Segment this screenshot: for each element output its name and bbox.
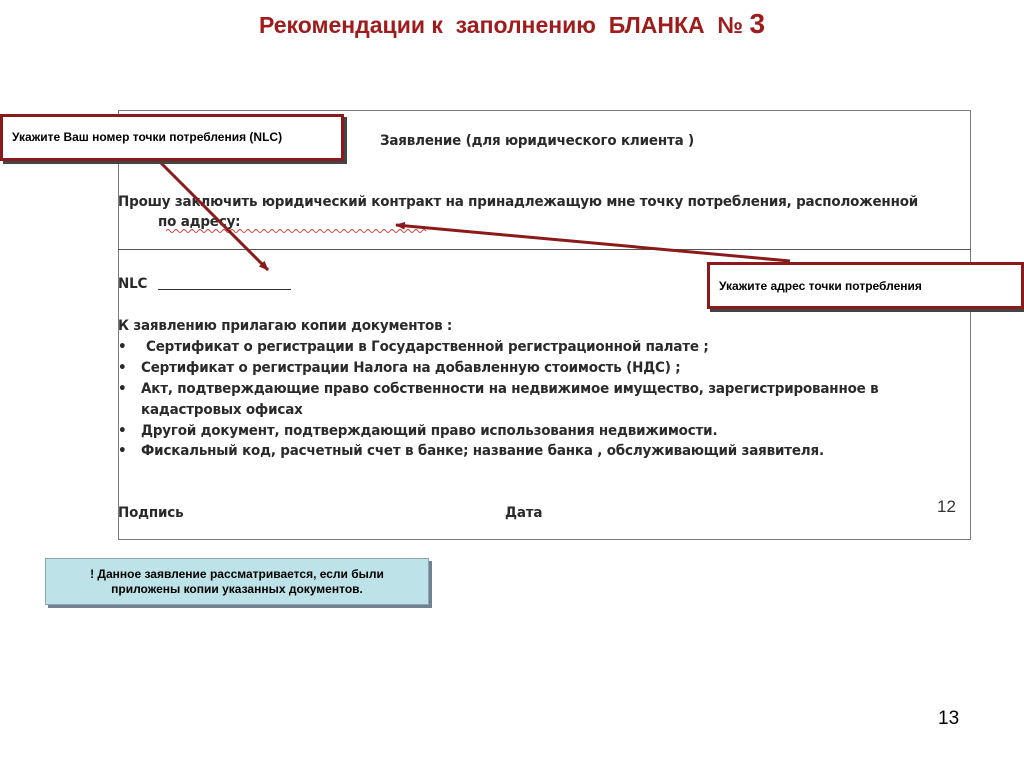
address-hint-text: Укажите адрес точки потребления (719, 279, 922, 293)
form-page-number: 12 (937, 497, 956, 516)
slide-title: Рекомендации к заполнению БЛАНКА № 3 (258, 8, 766, 39)
bullet: • (118, 423, 127, 439)
form-heading: Заявление (для юридического клиента ) (380, 133, 694, 149)
note-line-2: приложены копии указанных документов. (111, 582, 363, 596)
bullet: • (118, 443, 127, 459)
request-line-2: по адресу: (158, 214, 241, 230)
blank-number: 3 (749, 8, 766, 39)
nlc-hint-callout (0, 114, 344, 161)
document-item: Другой документ, подтверждающий право использования недвижимости. (141, 423, 718, 439)
address-hint-callout (707, 262, 1024, 309)
important-note (45, 558, 429, 605)
nlc-label: NLC (118, 276, 148, 292)
address-arrow (396, 225, 790, 261)
bullet: • (118, 339, 127, 355)
document-item-continuation: кадастровых офисах (141, 402, 303, 418)
document-item: Сертификат о регистрации в Государственной регистрационной палате ; (146, 339, 709, 355)
request-line-1: Прошу заключить юридический контракт на принадлежащую мне точку потребления, расположенной (118, 194, 919, 210)
bullet: • (118, 360, 127, 376)
bullet: • (118, 381, 127, 397)
slide-number: 13 (938, 708, 960, 729)
attachments-intro: К заявлению прилагаю копии документов : (118, 318, 453, 334)
document-item: Акт, подтверждающие право собственности на недвижимое имущество, зарегистрированное в (141, 381, 879, 397)
document-item: Фискальный код, расчетный счет в банке; название банка , обслуживающий заявителя. (141, 443, 824, 459)
note-line-1: ! Данное заявление рассматривается, если были (90, 567, 384, 581)
nlc-arrow (158, 160, 268, 270)
document-item: Сертификат о регистрации Налога на добавленную стоимость (НДС) ; (141, 360, 681, 376)
signature-label: Подпись (118, 505, 184, 521)
nlc-hint-text: Укажите Ваш номер точки потребления (NLC) (12, 130, 283, 144)
date-label: Дата (505, 505, 543, 521)
